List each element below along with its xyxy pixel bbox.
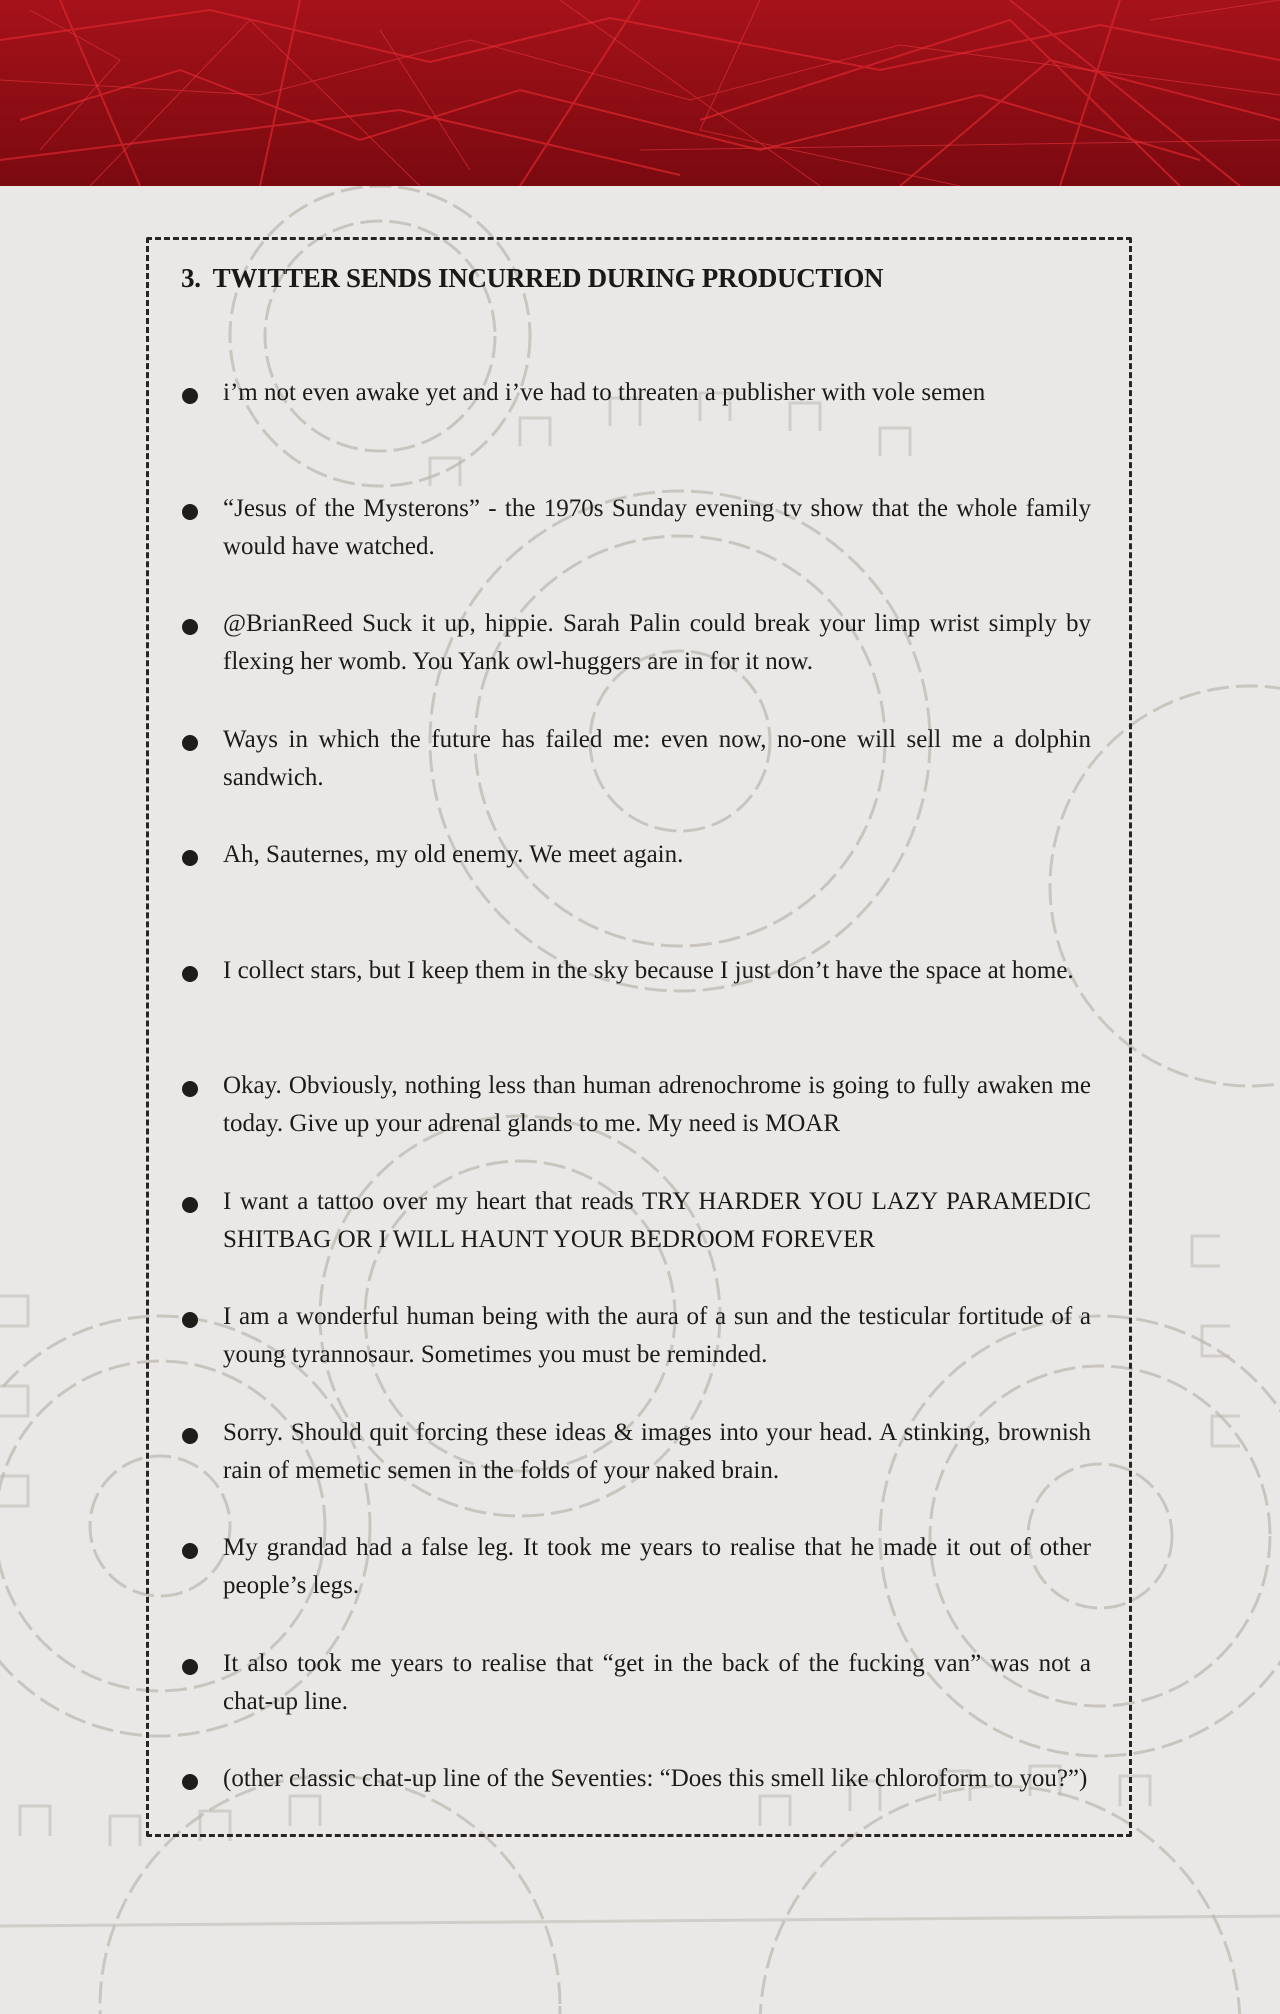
list-item bbox=[181, 1529, 1091, 1645]
bullet-icon bbox=[183, 851, 197, 865]
list-item bbox=[181, 1760, 1091, 1876]
section-number: 3. bbox=[181, 263, 201, 293]
section-title: TWITTER SENDS INCURRED DURING PRODUCTION bbox=[212, 263, 884, 293]
bullet-icon bbox=[183, 736, 197, 750]
list-item-text: (other classic chat-up line of the Seventies: “Does this smell like chloroform to you?”) bbox=[223, 1765, 1088, 1792]
list-item bbox=[181, 374, 1091, 490]
bullet-icon bbox=[183, 967, 197, 981]
list-item bbox=[181, 1067, 1091, 1183]
list-item-text: I collect stars, but I keep them in the sky because I just don’t have the space at home. bbox=[223, 956, 1074, 984]
list-item-text: Ah, Sauternes, my old enemy. We meet again. bbox=[223, 841, 684, 868]
list-item bbox=[181, 1298, 1091, 1414]
bullet-icon bbox=[183, 620, 197, 634]
list-item bbox=[181, 721, 1091, 837]
list-item-text: It also took me years to realise that “get in the back of the fucking van” was not a chat-up line. bbox=[223, 1649, 1091, 1715]
list-item-text: “Jesus of the Mysterons” - the 1970s Sunday evening tv show that the whole family would have watched. bbox=[223, 494, 1091, 560]
bullet-icon bbox=[183, 1313, 197, 1327]
bullet-icon bbox=[183, 1544, 197, 1558]
list-item-text: I am a wonderful human being with the aura of a sun and the testicular fortitude of a young tyrannosaur. Sometimes you must be reminded. bbox=[223, 1303, 1091, 1368]
bullet-icon bbox=[183, 505, 197, 519]
list-item-text: My grandad had a false leg. It took me years to realise that he made it out of other people’s legs. bbox=[223, 1534, 1091, 1599]
section-heading bbox=[181, 263, 1081, 294]
list-item-text: i’m not even awake yet and i’ve had to threaten a publisher with vole semen bbox=[223, 379, 986, 406]
bullet-icon bbox=[183, 1660, 197, 1674]
bullet-icon bbox=[183, 1198, 197, 1212]
list-item bbox=[181, 1183, 1091, 1299]
banner-scratches bbox=[0, 0, 1280, 186]
list-item-text: Okay. Obviously, nothing less than human adrenochrome is going to fully awaken me today. Give up your adrenal glands to me. My need is MOAR bbox=[223, 1072, 1091, 1137]
list-item bbox=[181, 490, 1091, 606]
list-item-text: Sorry. Should quit forcing these ideas & images into your head. A stinking, brownish rain of memetic semen in the folds of your naked brain. bbox=[223, 1418, 1091, 1484]
bullet-icon bbox=[183, 1775, 197, 1789]
bullet-icon bbox=[183, 1082, 197, 1096]
top-banner bbox=[0, 0, 1280, 186]
list-item-text: Ways in which the future has failed me: even now, no-one will sell me a dolphin sandwich. bbox=[223, 725, 1091, 791]
list-item bbox=[181, 836, 1091, 952]
list-item-text: I want a tattoo over my heart that reads TRY HARDER YOU LAZY PARAMEDIC SHITBAG OR I WILL HAUNT YOUR BEDROOM FOREVER bbox=[223, 1187, 1091, 1253]
list-item-text: @BrianReed Suck it up, hippie. Sarah Palin could break your limp wrist simply by flexing her womb. You Yank owl-huggers are in for it now. bbox=[223, 610, 1091, 675]
list-item bbox=[181, 605, 1091, 721]
bullet-icon bbox=[183, 1429, 197, 1443]
list-item bbox=[181, 1645, 1091, 1761]
tweet-list bbox=[181, 374, 1091, 1876]
list-item bbox=[181, 952, 1091, 1068]
bullet-icon bbox=[183, 389, 197, 403]
list-item bbox=[181, 1414, 1091, 1530]
